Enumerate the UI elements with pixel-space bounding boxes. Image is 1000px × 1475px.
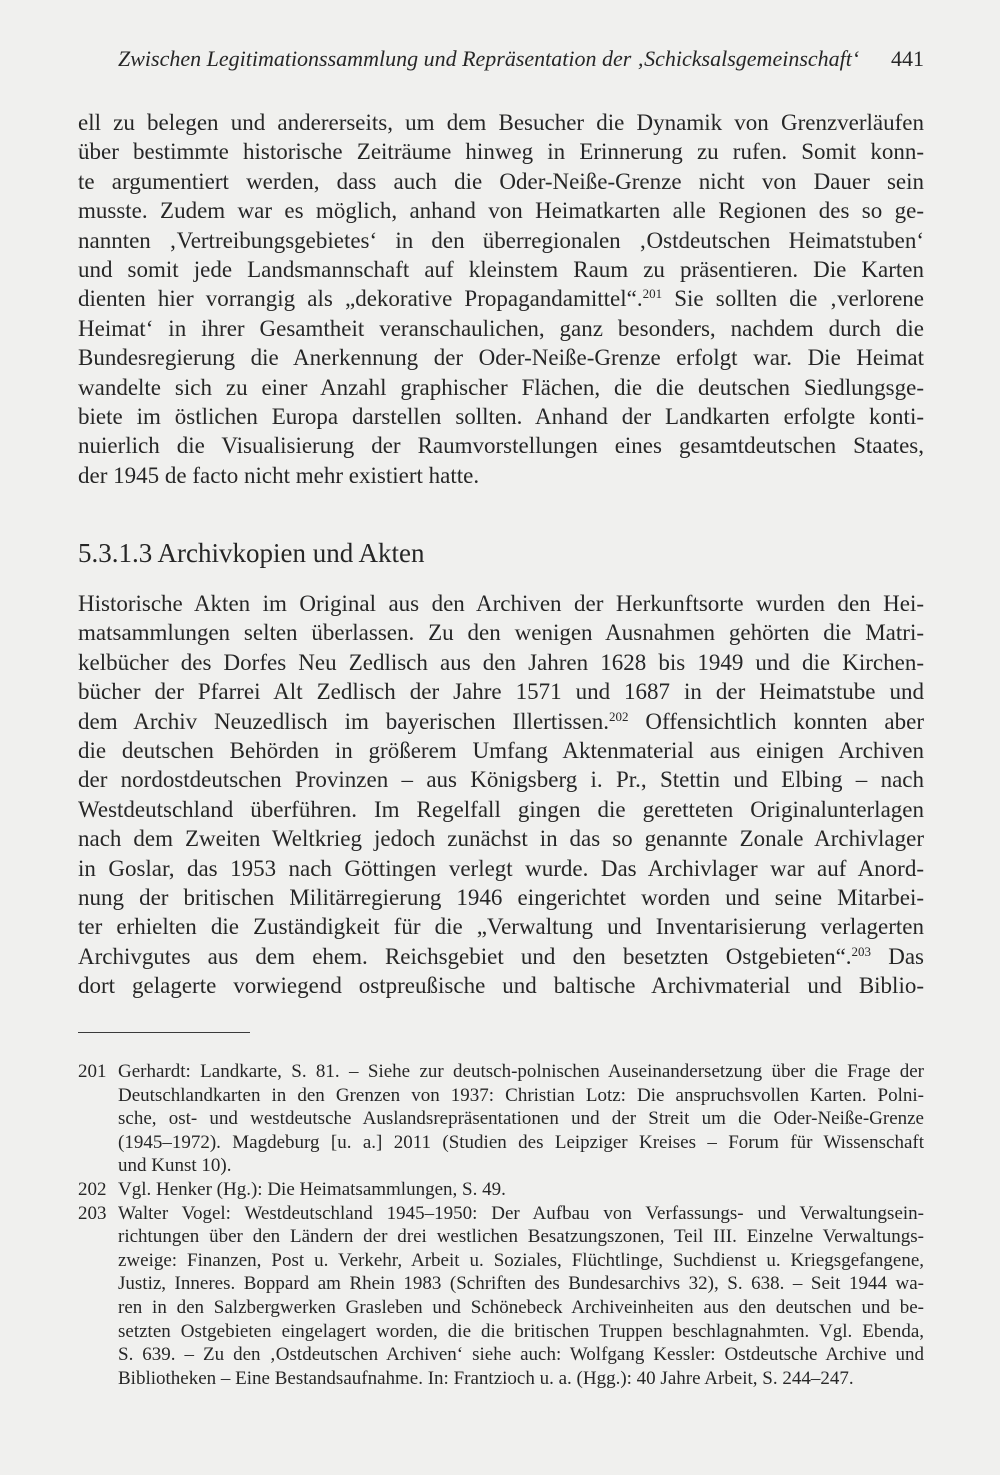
- footnote-line: ren in den Salzbergwerken Grasleben und Schönebeck Archiveinheiten aus den deutschen und be-: [118, 1296, 924, 1318]
- body-line: über bestimmte historische Zeiträume hinweg in Erinnerung zu rufen. Somit konn-: [78, 139, 924, 165]
- body-line-text: Archivgutes aus dem ehem. Reichsgebiet und den besetzten Ostgebieten“.: [78, 943, 852, 969]
- paragraph-2: [78, 589, 924, 1000]
- section-title: Archivkopien und Akten: [157, 538, 425, 568]
- body-line: Heimat‘ in ihrer Gesamtheit veranschaulichen, ganz besonders, nachdem durch die: [78, 315, 924, 341]
- paragraph-1: [78, 108, 924, 490]
- body-line: Westdeutschland überführen. Im Regelfall gingen die geretteten Originalunterlagen: [78, 796, 924, 822]
- body-line-text: dem Archiv Neuzedlisch im bayerischen Illertissen.: [78, 708, 609, 734]
- footnote-line: Bibliotheken – Eine Bestandsaufnahme. In: Frantzioch u. a. (Hgg.): 40 Jahre Arbeit, S. 244–247.: [118, 1367, 854, 1389]
- body-line: matsammlungen selten überlassen. Zu den wenigen Ausnahmen gehörten die Matri-: [78, 620, 924, 646]
- footnotes: [78, 1060, 924, 1390]
- body-line: [78, 707, 924, 736]
- footnote-line: Gerhardt: Landkarte, S. 81. – Siehe zur deutsch-polnischen Auseinandersetzung über die Frage der: [118, 1061, 924, 1082]
- footnote-line: Vgl. Henker (Hg.): Die Heimatsammlungen, S. 49.: [118, 1178, 506, 1200]
- body-line-text: Offensichtlich konnten aber: [628, 708, 925, 734]
- body-line: nung der britischen Militärregierung 1946 eingerichtet worden und seine Mitarbei-: [78, 884, 924, 910]
- footnote-line: (1945–1972). Magdeburg [u. a.] 2011 (Studien des Leipziger Kreises – Forum für Wissenschaft: [118, 1131, 924, 1153]
- footnote: [78, 1178, 924, 1202]
- body-line: [78, 284, 924, 313]
- footnote-line: setzten Ostgebieten eingelagert worden, die die britischen Truppen beschlagnahmten. Vgl. Ebenda,: [118, 1320, 924, 1342]
- footnote-line: sche, ost- und westdeutsche Auslandsrepräsentationen und der Streit um die Oder-Neiße-Grenze: [118, 1108, 924, 1130]
- body-line: die deutschen Behörden in größerem Umfang Aktenmaterial aus einigen Archiven: [78, 737, 924, 763]
- body-line: Bundesregierung die Anerkennung der Oder-Neiße-Grenze erfolgt war. Die Heimat: [78, 345, 924, 371]
- body-line: musste. Zudem war es möglich, anhand von Heimatkarten alle Regionen des so ge-: [78, 198, 924, 224]
- footnote-separator: [78, 1032, 250, 1033]
- footnote-line: S. 639. – Zu den ‚Ostdeutschen Archiven‘ siehe auch: Wolfgang Kessler: Ostdeutsche Archive und: [118, 1344, 924, 1366]
- footnote-line: Walter Vogel: Westdeutschland 1945–1950: Der Aufbau von Verfassungs- und Verwaltungsein-: [118, 1202, 924, 1224]
- body-line: kelbücher des Dorfes Neu Zedlisch aus den Jahren 1628 bis 1949 und die Kirchen-: [78, 649, 924, 675]
- body-line: der nordostdeutschen Provinzen – aus Königsberg i. Pr., Stettin und Elbing – nach: [78, 767, 924, 793]
- body-line: nuierlich die Visualisierung der Raumvorstellungen eines gesamtdeutschen Staates,: [78, 433, 924, 459]
- body-line: nach dem Zweiten Weltkrieg jedoch zunächst in das so genannte Zonale Archivlager: [78, 826, 924, 852]
- body-line-text: Sie sollten die ‚verlorene: [662, 286, 924, 312]
- footnote-line: Deutschlandkarten in den Grenzen von 1937: Christian Lotz: Die anspruchsvollen Karten. Polni-: [118, 1084, 924, 1106]
- footnote-reference: 203: [851, 943, 872, 959]
- footnote-reference: 201: [642, 286, 663, 302]
- running-title: Zwischen Legitimationssammlung und Repräsentation der ‚Schicksalsgemeinschaft‘: [118, 46, 860, 71]
- footnote: [78, 1060, 924, 1178]
- body-line: nannten ‚Vertreibungsgebietes‘ in den überregionalen ‚Ostdeutschen Heimatstuben‘: [78, 227, 924, 253]
- section-heading: [78, 536, 424, 570]
- body-line: bücher der Pfarrei Alt Zedlisch der Jahre 1571 und 1687 in der Heimatstube und: [78, 679, 924, 705]
- footnote-line: richtungen über den Ländern der drei westlichen Besatzungszonen, Teil III. Einzelne Verwaltungs-: [118, 1226, 924, 1248]
- body-line-text: Das: [871, 943, 924, 969]
- footnote-line: zweige: Finanzen, Post u. Verkehr, Arbeit u. Soziales, Flüchtlinge, Suchdienst u. Kriegsgefangene,: [118, 1249, 924, 1271]
- body-line: [78, 942, 924, 971]
- footnote-line: und Kunst 10).: [118, 1155, 232, 1177]
- body-line: ell zu belegen und andererseits, um dem Besucher die Dynamik von Grenzverläufen: [78, 110, 924, 135]
- body-line: der 1945 de facto nicht mehr existiert hatte.: [78, 462, 480, 488]
- footnote-line: Justiz, Inneres. Boppard am Rhein 1983 (Schriften des Bundesarchivs 32), S. 638. – Seit 1944 wa-: [118, 1273, 924, 1295]
- footnote: [78, 1202, 924, 1391]
- body-line: te argumentiert werden, dass auch die Oder-Neiße-Grenze nicht von Dauer sein: [78, 168, 924, 194]
- body-line: biete im östlichen Europa darstellen sollten. Anhand der Landkarten erfolgte konti-: [78, 403, 924, 429]
- page-number: 441: [891, 46, 924, 71]
- body-line: wandelte sich zu einer Anzahl graphischer Flächen, die die deutschen Siedlungsge-: [78, 374, 924, 400]
- body-line: Historische Akten im Original aus den Archiven der Herkunftsorte wurden den Hei-: [78, 591, 924, 616]
- body-line: und somit jede Landsmannschaft auf kleinstem Raum zu präsentieren. Die Karten: [78, 256, 924, 282]
- footnote-number: 202: [78, 1178, 107, 1200]
- body-line-text: dienten hier vorrangig als „dekorative Propagandamittel“.: [78, 286, 643, 312]
- body-line: ter erhielten die Zuständigkeit für die „Verwaltung und Inventarisierung verlagerten: [78, 914, 924, 940]
- section-number: 5.3.1.3: [78, 538, 153, 568]
- footnote-number: 201: [78, 1061, 107, 1082]
- footnote-number: 203: [78, 1202, 107, 1224]
- body-line: in Goslar, das 1953 nach Göttingen verlegt wurde. Das Archivlager war auf Anord-: [78, 855, 924, 881]
- body-line: dort gelagerte vorwiegend ostpreußische und baltische Archivmaterial und Biblio-: [78, 973, 924, 999]
- footnote-reference: 202: [608, 708, 629, 724]
